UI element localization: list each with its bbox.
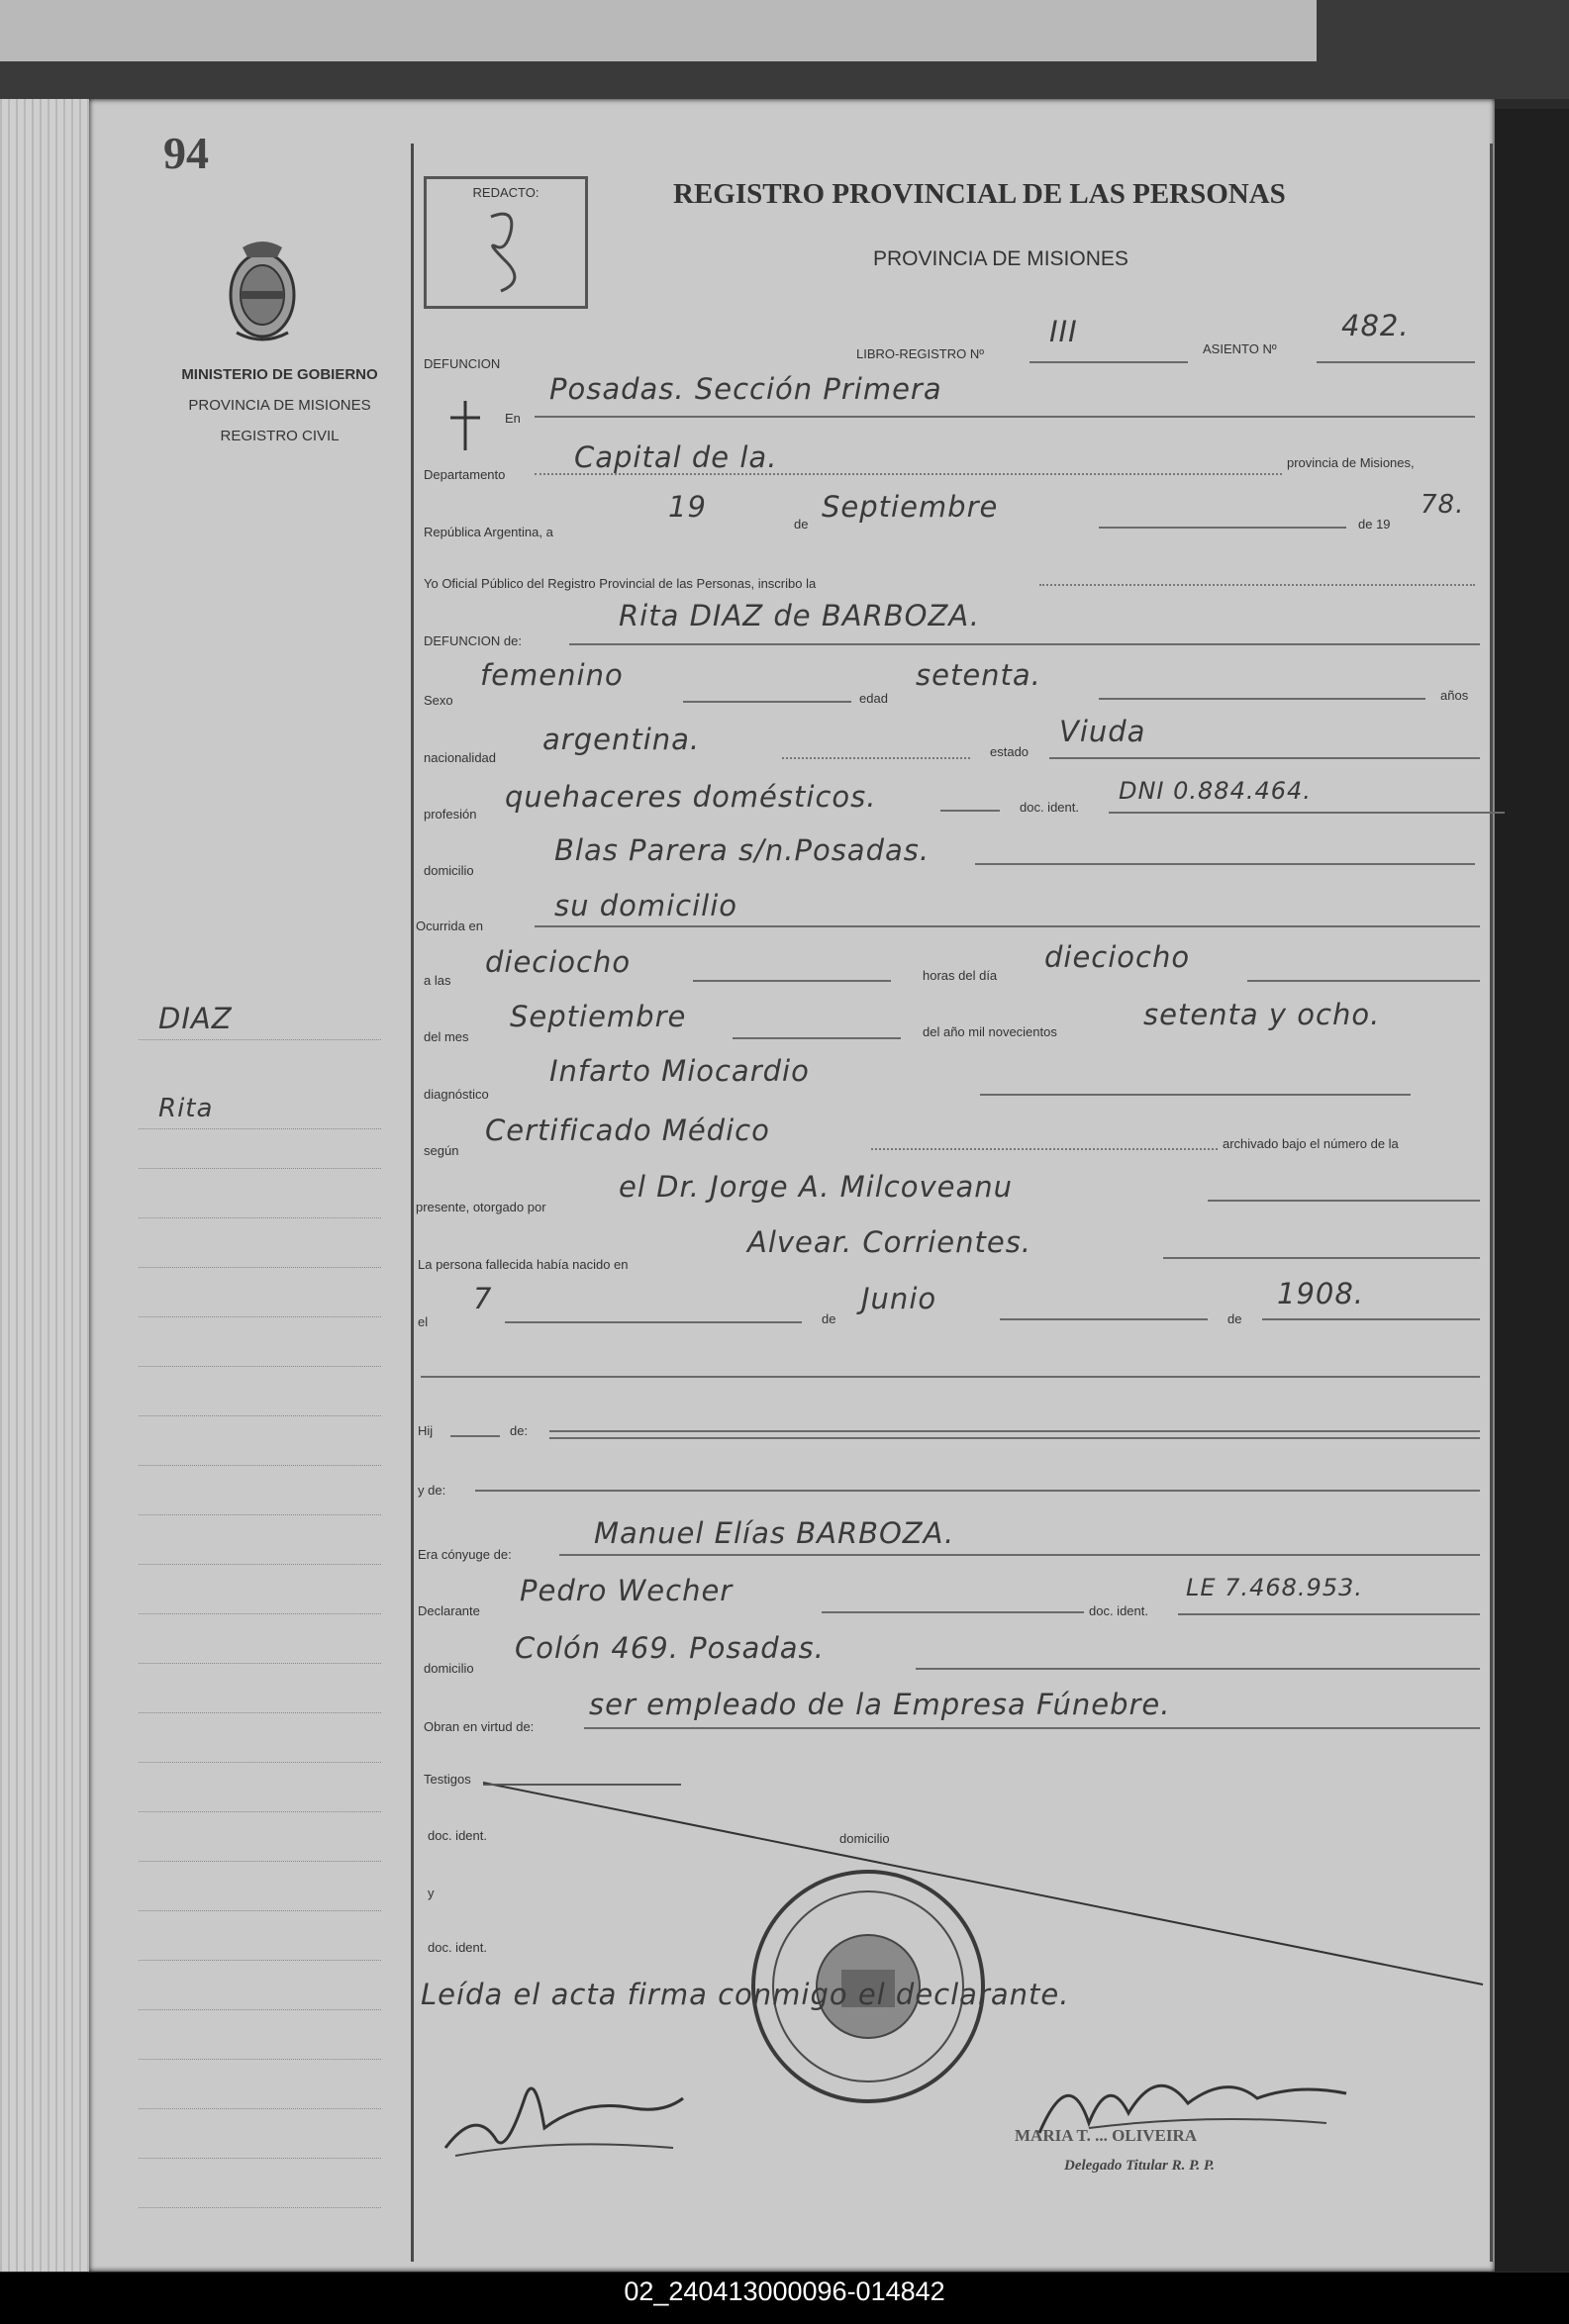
edad-label: edad xyxy=(859,691,888,706)
column-divider xyxy=(411,144,414,2262)
ocurrida-value: su domicilio xyxy=(554,889,738,922)
margin-line xyxy=(139,1564,381,1565)
horas-label: horas del día xyxy=(923,968,998,983)
de-label: de xyxy=(794,517,809,532)
anio-mil-label: del año mil novecientos xyxy=(923,1024,1057,1039)
decl-doc-label: doc. ident. xyxy=(1089,1603,1148,1618)
oficial-label: Yo Oficial Público del Registro Provincial de las Personas, inscribo la xyxy=(424,576,817,591)
ministry-name: MINISTERIO DE GOBIERNO xyxy=(181,366,378,383)
defuncion-de-line xyxy=(569,643,1480,645)
official-title: Delegado Titular R. P. P. xyxy=(1064,2158,1215,2174)
registry-subtitle: PROVINCIA DE MISIONES xyxy=(873,247,1128,270)
presente-line xyxy=(1208,1200,1480,1202)
mes-value: Septiembre xyxy=(822,490,999,524)
declarante-line xyxy=(822,1611,1084,1613)
margin-line xyxy=(139,1366,381,1367)
presente-label: presente, otorgado por xyxy=(416,1200,546,1214)
asiento-value: 482. xyxy=(1341,309,1410,342)
obran-value: ser empleado de la Empresa Fúnebre. xyxy=(589,1688,1171,1721)
page-number: 94 xyxy=(163,128,209,178)
nacionalidad-value: argentina. xyxy=(542,723,701,756)
hij-de-line-2 xyxy=(549,1437,1480,1439)
de-mes2-label: de xyxy=(822,1311,836,1326)
presente-value: el Dr. Jorge A. Milcoveanu xyxy=(619,1170,1014,1204)
segun-value: Certificado Médico xyxy=(485,1114,770,1147)
testigo-doc-1-label: doc. ident. xyxy=(428,1828,487,1843)
anos-label: años xyxy=(1440,688,1469,703)
mes2-value: Junio xyxy=(861,1282,937,1315)
redacto-initials xyxy=(471,207,540,298)
cross-mark-icon xyxy=(445,396,485,455)
blank-line xyxy=(421,1376,1480,1378)
edad-line xyxy=(1099,698,1425,700)
sexo-line xyxy=(683,701,851,703)
right-border xyxy=(1490,144,1493,2262)
ministry-block xyxy=(139,366,421,458)
decl-doc-value: LE 7.468.953. xyxy=(1186,1574,1363,1601)
libro-line xyxy=(1030,361,1188,363)
doc-ident-value: DNI 0.884.464. xyxy=(1119,777,1312,805)
diagnostico-label: diagnóstico xyxy=(424,1087,489,1102)
margin-line xyxy=(139,1910,381,1911)
anio-value: 78. xyxy=(1421,490,1465,520)
margin-line xyxy=(139,1267,381,1268)
nacido-value: Alvear. Corrientes. xyxy=(747,1225,1032,1259)
asiento-line xyxy=(1317,361,1475,363)
margin-line xyxy=(139,1663,381,1664)
el-line xyxy=(505,1321,802,1323)
margin-given-name: Rita xyxy=(158,1094,214,1123)
margin-line xyxy=(139,1514,381,1515)
ocurrida-line xyxy=(535,925,1480,927)
mes2-line xyxy=(1000,1318,1208,1320)
doc-ident-line xyxy=(1109,812,1505,814)
decl-doc-line xyxy=(1178,1613,1480,1615)
del-mes-line xyxy=(733,1037,901,1039)
departamento-value: Capital de la. xyxy=(574,440,778,474)
obran-line xyxy=(584,1727,1480,1729)
profesion-label: profesión xyxy=(424,807,477,822)
testigos-label: Testigos xyxy=(424,1772,471,1787)
margin-surname: DIAZ xyxy=(158,1002,233,1035)
provincia-label: provincia de Misiones, xyxy=(1287,455,1415,470)
departamento-label: Departamento xyxy=(424,467,506,482)
margin-line xyxy=(139,1039,381,1040)
doc-ident-label: doc. ident. xyxy=(1020,800,1079,815)
hij-de-line xyxy=(549,1430,1480,1432)
declarante-label: Declarante xyxy=(418,1603,480,1618)
archivado-label: archivado bajo el número de la xyxy=(1223,1136,1399,1151)
nacionalidad-line xyxy=(782,757,970,759)
mes-line xyxy=(1099,527,1346,529)
margin-line xyxy=(139,1811,381,1812)
redacto-label: REDACTO: xyxy=(472,185,539,200)
domicilio-label: domicilio xyxy=(424,863,474,878)
declarant-signature xyxy=(436,2039,693,2168)
coat-of-arms-icon xyxy=(223,238,302,348)
page-stack-edge xyxy=(0,99,94,2272)
margin-line xyxy=(139,1168,381,1169)
horas-line xyxy=(1247,980,1480,982)
testigo-doc-2-label: doc. ident. xyxy=(428,1940,487,1955)
testigo-y-label: y xyxy=(428,1886,435,1900)
estado-label: estado xyxy=(990,744,1030,759)
a-las-line xyxy=(693,980,891,982)
sexo-value: femenino xyxy=(480,658,624,692)
margin-line xyxy=(139,1316,381,1317)
de-19-label: de 19 xyxy=(1358,517,1391,532)
diagnostico-value: Infarto Miocardio xyxy=(549,1054,810,1088)
oficial-line xyxy=(1039,584,1475,586)
departamento-line xyxy=(535,473,1282,475)
redacto-box xyxy=(424,176,588,309)
ministry-province: PROVINCIA DE MISIONES xyxy=(188,397,371,414)
asiento-label: ASIENTO Nº xyxy=(1203,341,1277,356)
anio2-line xyxy=(1262,1318,1480,1320)
de-anio2-label: de xyxy=(1227,1311,1242,1326)
margin-line xyxy=(139,2207,381,2208)
estado-value: Viuda xyxy=(1059,715,1146,748)
diagnostico-line xyxy=(980,1094,1411,1096)
nacido-line xyxy=(1163,1257,1480,1259)
anio-mil-value: setenta y ocho. xyxy=(1143,998,1381,1031)
margin-line xyxy=(139,2158,381,2159)
margin-line xyxy=(139,1217,381,1218)
republica-label: República Argentina, a xyxy=(424,525,553,539)
en-line xyxy=(535,416,1475,418)
a-las-value: dieciocho xyxy=(485,945,632,979)
del-mes-value: Septiembre xyxy=(510,1000,687,1033)
margin-line xyxy=(139,1861,381,1862)
obran-label: Obran en virtud de: xyxy=(424,1719,535,1734)
segun-label: según xyxy=(424,1143,459,1158)
margin-line xyxy=(139,2059,381,2060)
previous-page-edge xyxy=(0,0,1317,61)
decl-domicilio-label: domicilio xyxy=(424,1661,474,1676)
defuncion-header-label: DEFUNCION xyxy=(424,356,501,371)
anio2-value: 1908. xyxy=(1277,1277,1365,1310)
margin-line xyxy=(139,1415,381,1416)
registry-title: REGISTRO PROVINCIAL DE LAS PERSONAS xyxy=(673,178,1286,210)
hij-line xyxy=(450,1435,500,1437)
leida-value: Leída el acta firma conmigo el declarante. xyxy=(421,1978,1070,2011)
declarante-value: Pedro Wecher xyxy=(520,1574,734,1607)
segun-line xyxy=(871,1148,1218,1150)
image-id-label: 02_240413000096-014842 xyxy=(624,2276,945,2306)
margin-line xyxy=(139,1128,381,1129)
conyuge-label: Era cónyuge de: xyxy=(418,1547,512,1562)
nacido-label: La persona fallecida había nacido en xyxy=(418,1257,629,1272)
hij-label: Hij xyxy=(418,1423,434,1438)
margin-line xyxy=(139,1465,381,1466)
defuncion-de-value: Rita DIAZ de BARBOZA. xyxy=(619,599,980,632)
en-value: Posadas. Sección Primera xyxy=(549,372,942,406)
domicilio-line xyxy=(975,863,1475,865)
libro-value: III xyxy=(1049,315,1078,348)
edad-value: setenta. xyxy=(916,658,1041,692)
en-label: En xyxy=(505,411,521,426)
margin-line xyxy=(139,1960,381,1961)
margin-line xyxy=(139,1762,381,1763)
decl-domicilio-value: Colón 469. Posadas. xyxy=(515,1631,825,1665)
decl-domicilio-line xyxy=(916,1668,1480,1670)
defuncion-de-label: DEFUNCION de: xyxy=(424,633,522,648)
ministry-registry: REGISTRO CIVIL xyxy=(220,428,340,444)
libro-label: LIBRO-REGISTRO Nº xyxy=(856,346,984,361)
margin-line xyxy=(139,1613,381,1614)
horas-value: dieciocho xyxy=(1044,940,1191,974)
estado-line xyxy=(1049,757,1480,759)
profesion-line xyxy=(940,810,1000,812)
margin-line xyxy=(139,2108,381,2109)
domicilio-value: Blas Parera s/n.Posadas. xyxy=(554,833,931,867)
hij-de-label: de: xyxy=(510,1423,529,1438)
official-name: MARIA T. ... OLIVEIRA xyxy=(1015,2126,1198,2145)
nacionalidad-label: nacionalidad xyxy=(424,750,497,765)
dia-value: 19 xyxy=(668,490,707,524)
y-de-label: y de: xyxy=(418,1483,446,1498)
margin-line xyxy=(139,1712,381,1713)
profesion-value: quehaceres domésticos. xyxy=(505,780,877,814)
ocurrida-label: Ocurrida en xyxy=(416,919,483,933)
el-label: el xyxy=(418,1314,429,1329)
conyuge-line xyxy=(559,1554,1480,1556)
conyuge-value: Manuel Elías BARBOZA. xyxy=(594,1516,955,1550)
sexo-label: Sexo xyxy=(424,693,453,708)
del-mes-label: del mes xyxy=(424,1029,469,1044)
y-de-line xyxy=(475,1490,1480,1492)
book-binding-edge xyxy=(1495,109,1569,2272)
margin-line xyxy=(139,2009,381,2010)
el-value: 7 xyxy=(473,1282,493,1315)
a-las-label: a las xyxy=(424,973,451,988)
testigo-dom-1-label: domicilio xyxy=(839,1831,890,1846)
